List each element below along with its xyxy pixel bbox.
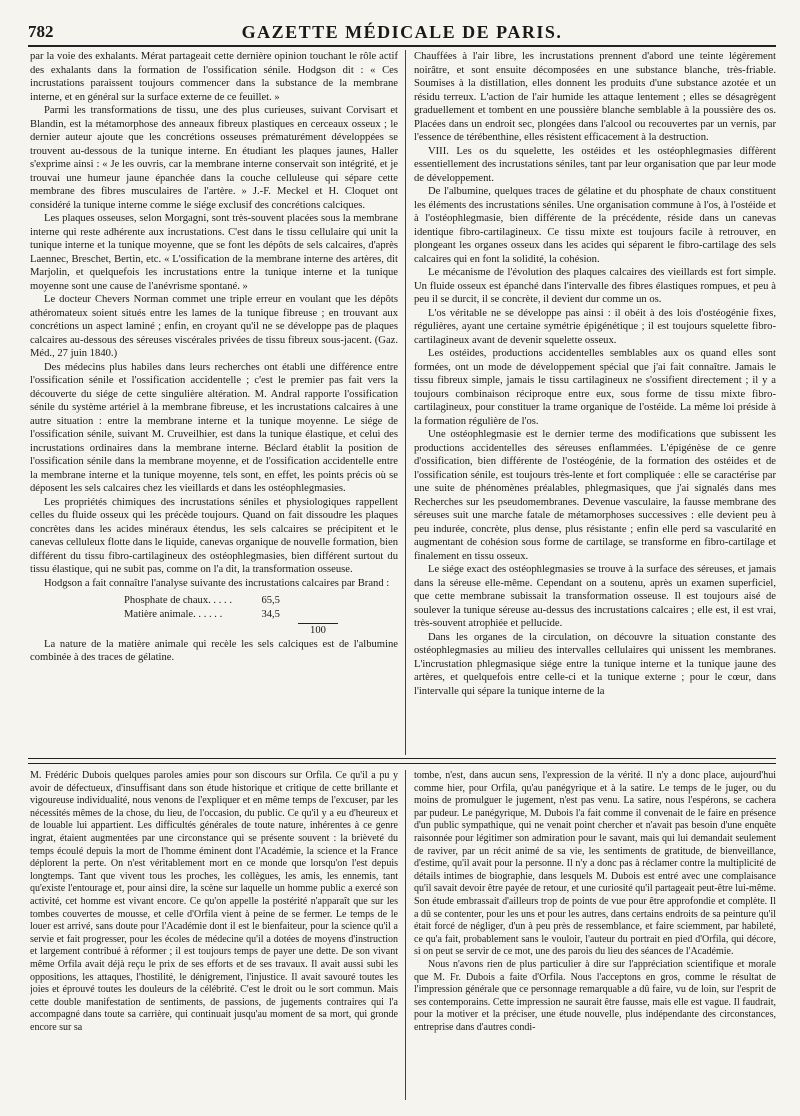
analysis-value: 34,5 <box>261 608 280 620</box>
analysis-label: Phosphate de chaux. . . . . <box>124 595 232 606</box>
paragraph: De l'albumine, quelques traces de gélatine et du phosphate de chaux constituent les éléments des incrustations séniles. Une organisation commune à l'os, à l'ostéide et à l'ostéophlegmasie, bien différente de la précédente, réside dans un canevas identique fibro-cartilagineux. Ce tissu mixte est toujours facile à retrouver, en plongeant les organes osseux dans les acides qui séparent le fibro-cartilage des sels calcaires qui en font la solidité, la cohésion. <box>414 186 776 265</box>
paragraph: Chauffées à l'air libre, les incrustations prennent d'abord une teinte légèrement noirâtre, et sont ensuite décomposées en une substance blanche, très-friable. Soumises à la distillation, elles donnent les produits d'une substance azotée et un résidu terreux. L'action de l'air humide les attaque lentement ; elles se désagrègent graduellement et tombent en une poussière blanche semblable à la poussière des os. Placées dans un endroit sec, plongées dans l'alcool ou recouvertes par un vernis, par l'essence de térébenthine, elles résistent efficacement à la destruction. <box>414 51 776 143</box>
paragraph: Une ostéophlegmasie est le dernier terme des modifications que subissent les productions accidentelles des séreuses enflammées. L'épigénèse de ce genre d'ossification, bien différente de l'ostéogénie, de la formation des ostéides et de l'ossification sénile, est toujours très-lente et fort compliquée : elle se caractérise par une suite de phénomènes préalables, phlegmasiques, que j'ai signalés dans mes Recherches sur les pseudomembranes. Devenue vasculaire, la fausse membrane des séreuses suit une marche fatale de métamorphoses successives : elle devient peu à peu indurée, concrète, plus dense, plus résistante ; enfin elle perd sa vascularité en augmentant de cohésion sous forme de cartilage, se transforme en fibro-cartilage et finalement en tissu osseux. <box>414 429 776 562</box>
page-number: 782 <box>28 22 54 41</box>
column-divider <box>405 50 406 755</box>
paragraph: Nous n'avons rien de plus particulier à dire sur l'appréciation scientifique et morale que M. Fr. Dubois a faite d'Orfila. Nous l'acceptons en gros, comme le résultat de l'impression générale que ce personnage remarquable a dû faire, vu de loin, sur l'esprit de ses contemporains. Cette impression ne saurait être fausse, mais elle est vague. Il faudrait, pour la motiver et la préciser, une étude nouvelle, plus indépendante des circonstances, entreprise dans d'autres condi- <box>414 958 776 1033</box>
analysis-table <box>120 594 284 621</box>
column-right-bottom <box>414 770 776 1100</box>
column-left-bottom <box>30 770 398 1100</box>
column-right-top <box>414 50 776 755</box>
paragraph: par la voie des exhalants. Mérat partageait cette dernière opinion touchant le rôle actif des exhalants dans la formation de l'ossification sénile. Hodgson dit : « Ces incrustations paraissent toujours commencer dans la substance de la membrane interne, et en général sur la surface externe de ce feuillet. » <box>30 51 398 103</box>
paragraph: Les plaques osseuses, selon Morgagni, sont très-souvent placées sous la membrane interne qui reste adhérente aux incrustations. C'est dans le tissu cellulaire qui unit la tunique interne et la tunique moyenne, que se font les dépôts de sels calcaires, d'après Laennec, Breschet, Bertin, etc. « L'ossification de la membrane interne des artères, dit Marjolin, et quelquefois les incrustations entre la tunique interne et la tunique moyenne sont une cause de l'anévrisme spontané. » <box>30 213 398 292</box>
paragraph: Parmi les transformations de tissu, une des plus curieuses, suivant Corvisart et Blandin, est la métamorphose des anneaux fibreux plastiques en cerceaux osseux ; le dernier auteur ajoute que les concrétions osseuses prématurément développées se trouvent au-dessous de la tunique interne. En étudiant les plaques jaunes, Haller s'exprime ainsi : « Je les ouvris, car la membrane interne conservait son intégrité, et je trouvai une humeur jaune épanchée dans la couche celluleuse qui sépare cette membrane des fibres musculaires de l'artère. » J.-F. Meckel et H. Cloquet ont considéré la tunique interne comme le siége exclusif des concrétions calciques. <box>30 105 398 211</box>
paragraph: L'os véritable ne se développe pas ainsi : il obéit à des lois d'ostéogénie fixes, régulières, ayant une certaine symétrie épigénétique ; il est toujours squelette fibro-cartilagineux avant de devenir squelette osseux. <box>414 307 776 346</box>
analysis-total: 100 <box>310 625 326 636</box>
paragraph: Le docteur Chevers Norman commet une triple erreur en voulant que les dépôts athéromateux soient situés entre les lames de la tunique fibreuse ; en trouvant aux concrétions un aspect laminé ; enfin, en croyant qu'il ne se développe pas de plaques calcaires au-dessous des séreuses viscérales privées de tissu fibreux sous-jacent. (Gaz. Méd., 27 juin 1840.) <box>30 294 398 359</box>
table-row <box>120 594 284 608</box>
section-rule <box>28 763 776 764</box>
paragraph: Le mécanisme de l'évolution des plaques calcaires des vieillards est fort simple. Un fluide osseux est épanché dans l'intervalle des fibres élastiques rompues, et peu à peu il se durcit, il se concrète, il devient dur comme un os. <box>414 267 776 305</box>
table-row <box>120 608 284 622</box>
paragraph: La nature de la matière animale qui recèle les sels calciques est de l'albumine combinée à des traces de gélatine. <box>30 638 398 663</box>
page-header <box>28 22 776 44</box>
paragraph: Des médecins plus habiles dans leurs recherches ont établi une différence entre l'ossification sénile et l'ossification accidentelle ; c'est le premier pas fait vers la découverte du siége de cette singulière altération. M. Andral rapporte l'ossification sénile du système artériel à la membrane fibreuse, et les incrustations calcaires à une autre situation : entre la membrane interne et la tunique moyenne. Le siége de l'ossification sénile, suivant M. Cruveilhier, est dans la tunique élastique, et celui des incrustations ordinaires dans la membrane interne. Béclard établit la position de l'ossification sénile dans la membrane moyenne, et de l'ossification accidentelle entre la membrane interne et la tunique moyenne, tels sont, en effet, les points précis où se déposent les sels calcaires chez les vieillards et dans les ostéophlegmasies. <box>30 361 398 494</box>
column-divider <box>405 770 406 1100</box>
paragraph: Hodgson a fait connaître l'analyse suivante des incrustations calcaires par Brand : <box>44 577 390 589</box>
header-rule <box>28 45 776 47</box>
paragraph: Dans les organes de la circulation, on découvre la situation constante des ostéophlegmasies au milieu des intervalles cellulaires qui unissent les membranes. L'incrustation phlegmasique siége entre la tunique interne et la tunique jaune des artères, et quelquefois entre celle-ci et la tunique externe ; pour le cœur, dans l'intervalle qui sépare la tunique interne de la <box>414 631 776 697</box>
paragraph: tombe, n'est, dans aucun sens, l'expression de la vérité. Il n'y a donc place, aujourd'hui comme hier, pour Orfila, qu'au panégyrique et à la satire. Le temps de le juger, ou du moins de promulguer le jugement, n'est pas venu. La satire, nous l'espérons, se cachera par pudeur. Le panégyrique, M. Dubois l'a fait comme il convenait de le faire en présence d'un public sympathique, qui ne venait point chercher et n'avait pas besoin d'une enquête raisonnée pour légitimer son admiration pour le savant, mais qui lui demandait seulement de raviver, par un récit animé de sa vie, les sentiments de gratitude, de bienveillance, d'estime, qu'il avait pour la personne. Il n'y a donc pas à réclamer contre la multiplicité de détails intimes de biographie, dans lesquels M. Dubois est entré avec une complaisance qu'il savait devoir être payée de retour, et une curiosité qu'il partageait peut-être lui-même. Son étude embrassait d'ailleurs trop de points de vue pour être approfondie et complète. Il a dû se contenter, pour les uns et pour les autres, dans certains endroits de sa peinture qu'il était forcé de négliger, d'un à peu près de ressemblance, et faire sciemment, par habileté, ce qu'a fait, probablement sans le vouloir, l'auteur du portrait en pied d'Orfila, qui décore, si on peut se servir de ce mot, une des parois du lieu des séances de l'Académie. <box>414 770 776 958</box>
analysis-value: 65,5 <box>261 595 280 606</box>
paragraph: Les propriétés chimiques des incrustations séniles et physiologiques rappellent celles du fluide osseux qui les précède toujours. Quand on fait dissoudre les plaques concrètes dans les acides minéraux étendus, les sels calcaires se précipitent et le canevas celluleux flotte dans le liquide, canevas organique de nouvelle formation, bien différent du tissu fibro-cartilagineux des ostéophlegmasies, bien différent surtout du tissu élastique, qui ne subit pas, comme on l'a dit, la transformation osseuse. <box>30 496 398 575</box>
analysis-label: Matière animale. . . . . . <box>124 608 223 620</box>
section-rule <box>28 758 776 759</box>
paragraph: Le siége exact des ostéophlegmasies se trouve à la surface des séreuses, et jamais dans la séreuse elle-même. Cependant on a soutenu, après un examen superficiel, que cette membrane subissait la transformation osseuse. Il est toujours aisé de soulever la tunique séreuse au-dessus des incrustations calcaires ; elle est, il est vrai, très-souvent atrophiée et pellucide. <box>414 564 776 629</box>
paragraph: VIII. Les os du squelette, les ostéides et les ostéophlegmasies diffèrent essentiellement des incrustations séniles, tant par leur organisation que par leur mode de développement. <box>414 145 776 184</box>
journal-title: GAZETTE MÉDICALE DE PARIS. <box>241 22 563 42</box>
paragraph: Les ostéides, productions accidentelles semblables aux os quand elles sont formées, ont un mode de développement spécial que j'ai fait connaître. Jamais le tissu fibreux simple, jamais le tissu cartilagineux ne s'ossifient directement ; il y a toujours combinaison réciproque entre eux, sous forme de tissu mixte fibro-cartilagineux, pour constituer la trame organique de l'ostéide. La même loi préside à la formation régulière de l'os. <box>414 348 776 427</box>
column-left-top <box>30 50 398 755</box>
paragraph: M. Frédéric Dubois quelques paroles amies pour son discours sur Orfila. Ce qu'il a pu y avoir de défectueux, d'insuffisant dans son étude historique et critique de cette brillante et vigoureuse individualité, nous venons de l'expliquer et en même temps de l'excuser, par les nécessités mêmes de la chose, du lieu, de l'occasion, du public. Ce qu'il y a eu d'heureux et de louable lui appartient. Les difficultés générales de toute nature, inhérentes à ce genre ingrat, étaient augmentées par une circonstance qui se présente souvent : la brièveté du temps écoulé depuis la mort de l'homme éminent dont l'Académie, la science et la France déplorent la perte. On n'est véritablement mort en ce monde que lorsqu'on l'est depuis longtemps. Tant que vivent tous les proches, les collègues, les amis, les ennemis, tant qu'existe l'entourage et, pour ainsi dire, la scène sur laquelle un homme public a exercé son activité, cet homme est vivant encore. Ce qu'on appelle la postérité n'apparaît que sur les tombes couvertes de mousse, et celle d'Orfila vient à peine de se fermer. Le temps de le louer est arrivé, sans doute pour l'Académie dont il est le bienfaiteur, pour la science qu'il a servie et fait progresser, pour les écoles de médecine qu'il a dotées de moyens d'instruction et largement contribué à réformer ; il est toujours temps de payer une dette. De son vivant même Orfila avait déjà reçu le prix de ses efforts et de ses travaux. Il avait aussi subi les oppositions, les attaques, l'hostilité, le dénigrement, l'injustice. Il avait savouré toutes les joies et éprouvé toutes les douleurs de la célébrité. C'est le droit ou le sort commun. Mais cette double manifestation de sentiments, de passions, de jugements contraires qui l'a accompagné dans toute sa carrière, qui continuait jusqu'au moment de sa mort, qui gronde encore sur sa <box>30 770 398 1033</box>
